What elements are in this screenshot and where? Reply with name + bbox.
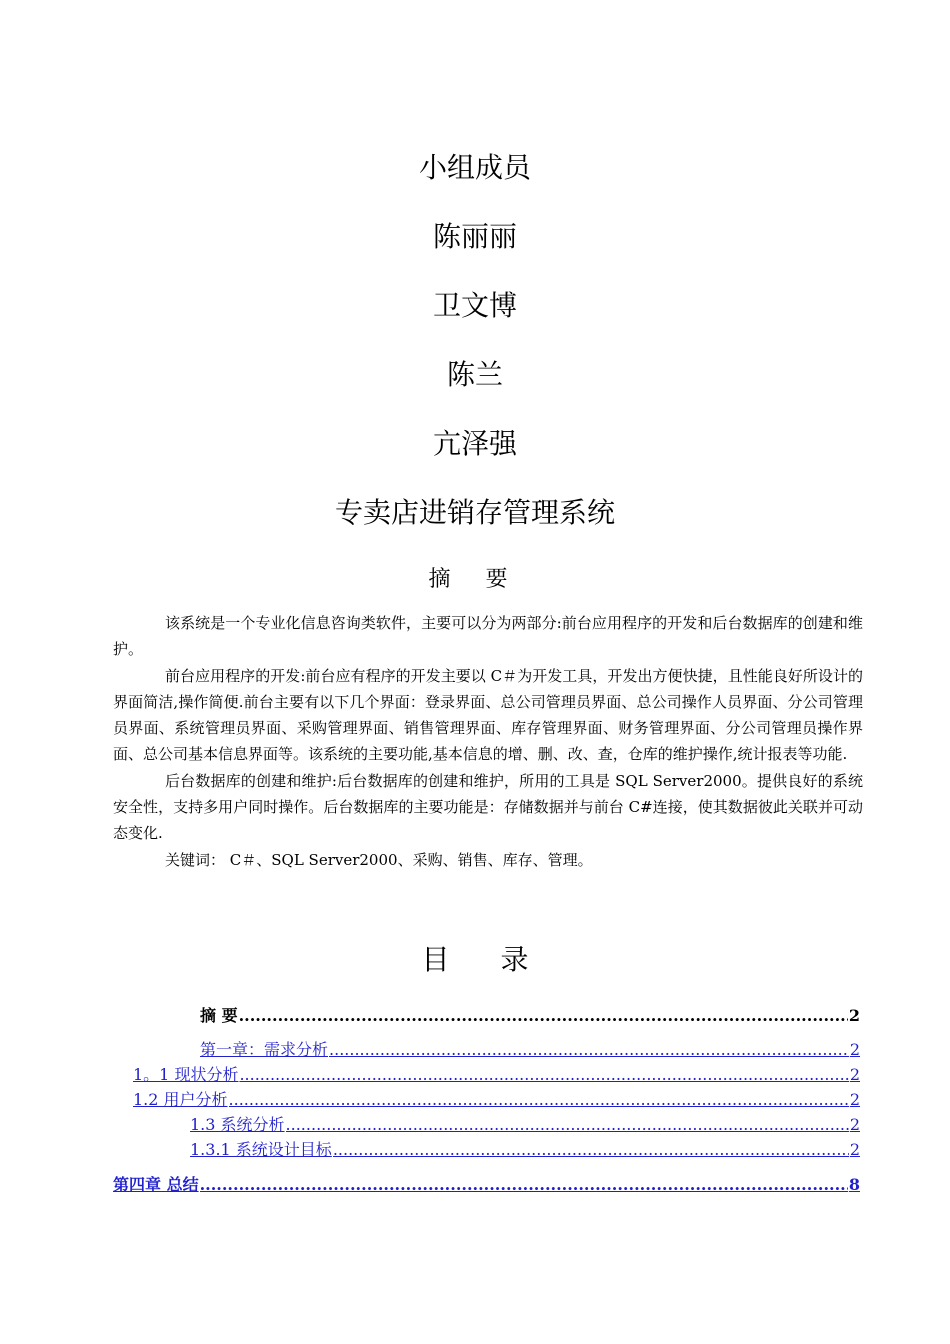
toc-leader-dots [229, 1088, 849, 1112]
member-name: 卫文博 [432, 289, 517, 322]
toc-leader-dots [239, 1063, 848, 1087]
toc-entry-label: 摘 要 [200, 1006, 238, 1025]
abstract-paragraph: 前台应用程序的开发:前台应有程序的开发主要以 C＃为开发工具，开发出方便快捷，且性能良好所设计的界面简洁,操作简便.前台主要有以下几个界面：登录界面、总公司管理员界面、总公司操作人员界面、分公司管理员界面、系统管理员界面、采购管理界面、销售管理界面、库存管理界面、财务管理界面、分公司管理员操作界面、总公司基本信息界面等。该系统的主要功能,基本信息的增、删、改、查，仓库的维护操作,统计报表等功能. [113, 667, 863, 763]
toc-leader-dots [239, 1004, 848, 1028]
toc-entry-page: 2 [849, 1040, 860, 1059]
keywords-line: 关键词： C＃、SQL Server2000、采购、销售、库存、管理。 [165, 851, 593, 869]
toc-entry-1-3[interactable] [190, 1113, 860, 1137]
abstract-paragraph: 后台数据库的创建和维护:后台数据库的创建和维护，所用的工具是 SQL Server2000。提供良好的系统安全性，支持多用户同时操作。后台数据库的主要功能是：存储数据并与前台 C#连接，使其数据彼此关联并可动态变化. [113, 772, 863, 842]
toc-entry-page: 2 [849, 1140, 860, 1159]
toc-entry-label: 1.2 用户分析 [133, 1090, 228, 1109]
toc-entry-label: 第四章 总结 [113, 1175, 199, 1194]
toc-entry-1-1[interactable] [133, 1063, 860, 1087]
toc-entry-page: 2 [849, 1115, 860, 1134]
toc-heading: 目 录 [421, 943, 529, 976]
toc-entry-label: 1。1 现状分析 [133, 1065, 239, 1084]
toc-entry-1-2[interactable] [133, 1088, 860, 1112]
toc-leader-dots [333, 1138, 849, 1162]
toc-entry-page: 2 [848, 1006, 860, 1025]
toc-entry-label: 第一章：需求分析 [200, 1040, 329, 1059]
member-name: 亢泽强 [432, 427, 517, 460]
toc-entry-label: 1.3.1 系统设计目标 [190, 1140, 332, 1159]
abstract-heading: 摘 要 [428, 567, 522, 592]
toc-entry-abstract[interactable] [200, 1004, 860, 1028]
toc-entry-page: 2 [849, 1090, 860, 1109]
system-title: 专卖店进销存管理系统 [334, 496, 615, 529]
toc-entry-page: 8 [848, 1175, 860, 1194]
toc-entry-chapter-4[interactable] [113, 1173, 860, 1197]
toc-entry-chapter-1[interactable] [200, 1038, 860, 1062]
member-name: 陈兰 [446, 358, 503, 391]
abstract-body [113, 610, 863, 874]
toc-entry-page: 2 [849, 1065, 860, 1084]
members-heading: 小组成员 [418, 151, 531, 184]
abstract-paragraph: 该系统是一个专业化信息咨询类软件，主要可以分为两部分:前台应用程序的开发和后台数据库的创建和维护。 [113, 614, 863, 658]
toc-entry-label: 1.3 系统分析 [190, 1115, 285, 1134]
toc-leader-dots [329, 1038, 849, 1062]
member-name: 陈丽丽 [432, 220, 517, 253]
toc-leader-dots [200, 1173, 848, 1197]
toc-leader-dots [286, 1113, 849, 1137]
toc-entry-1-3-1[interactable] [190, 1138, 860, 1162]
